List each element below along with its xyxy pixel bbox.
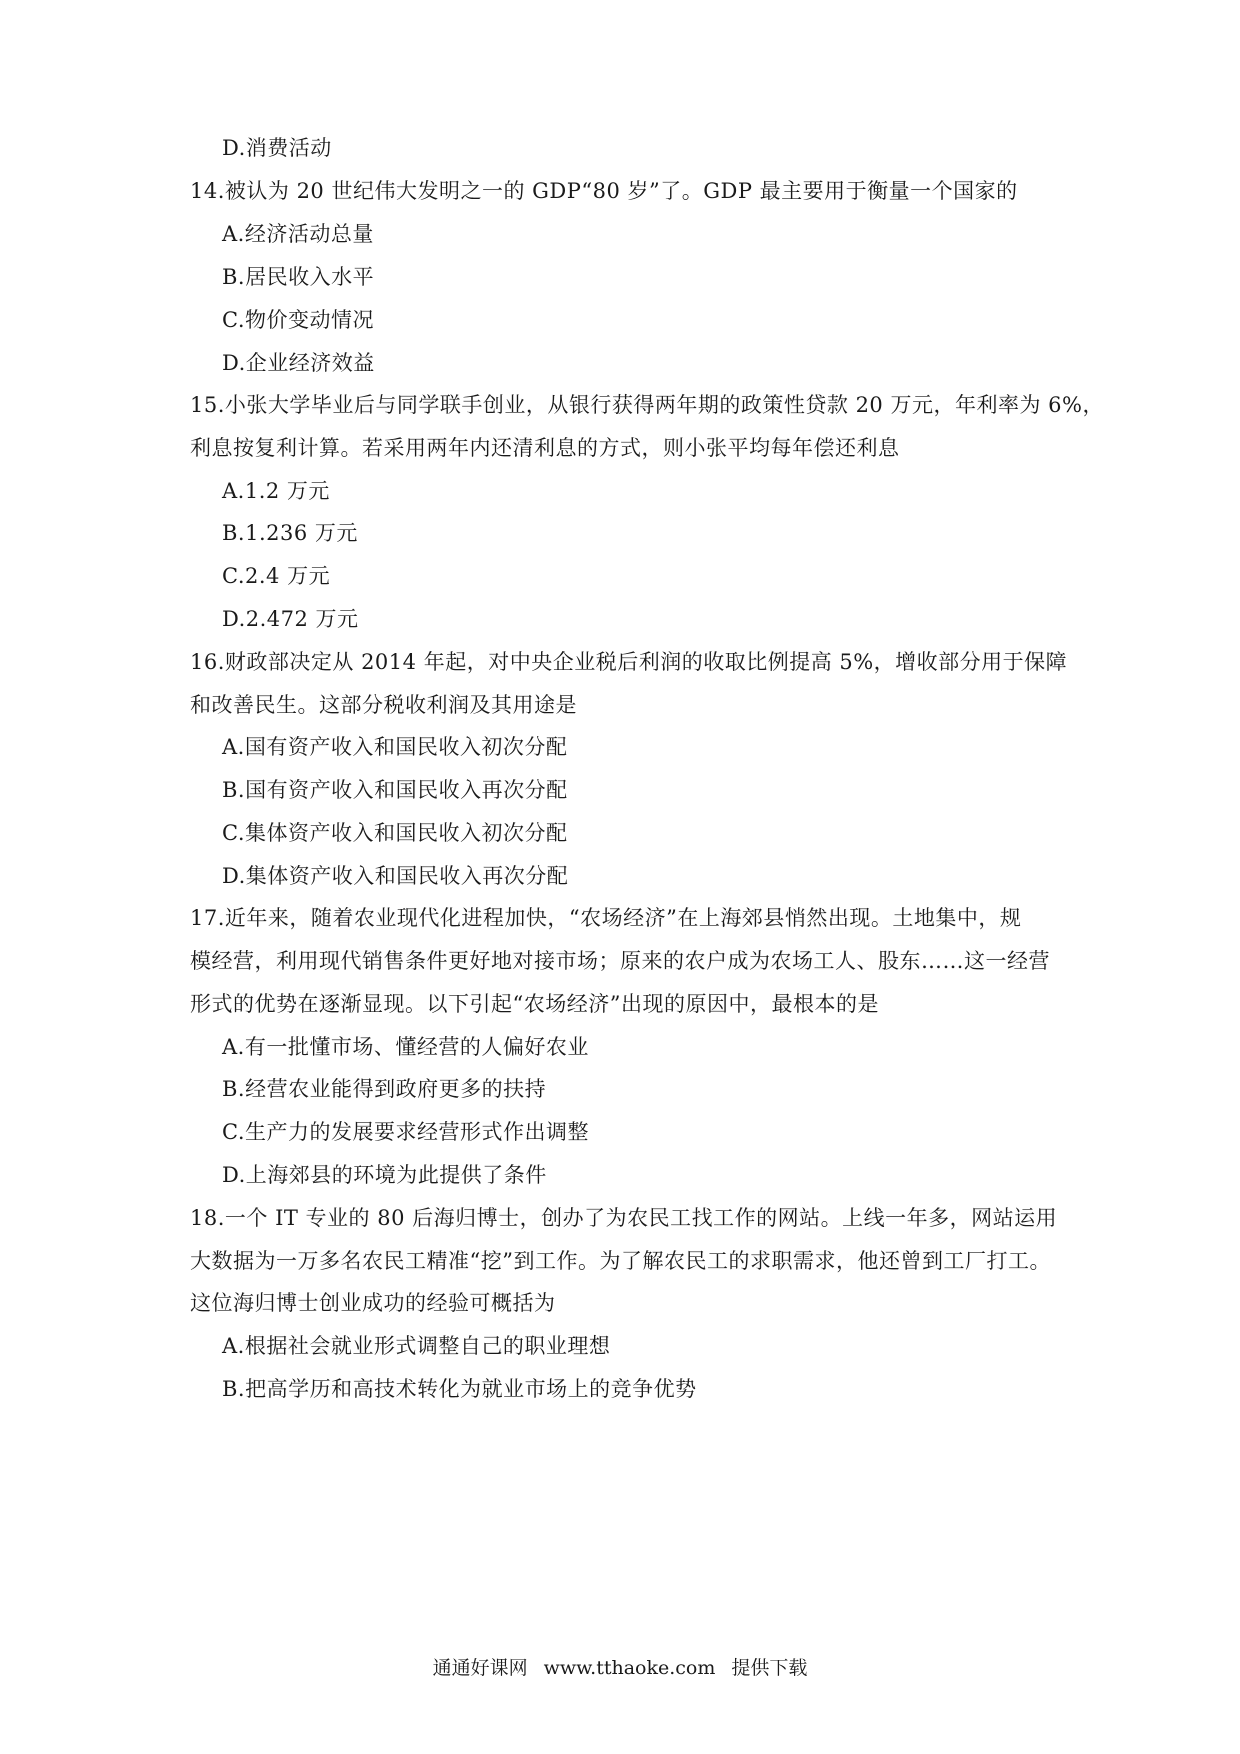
option-17-c: C.生产力的发展要求经营形式作出调整 xyxy=(222,1120,589,1144)
option-16-a: A.国有资产收入和国民收入初次分配 xyxy=(222,735,568,759)
question-18-continued-1: 大数据为一万多名农民工精准“挖”到工作。为了解农民工的求职需求，他还曾到工厂打工。 xyxy=(190,1249,1051,1273)
option-17-b: B.经营农业能得到政府更多的扶持 xyxy=(222,1077,547,1101)
option-15-b: B.1.236 万元 xyxy=(222,521,358,545)
question-17: 17.近年来，随着农业现代化进程加快，“农场经济”在上海郊县悄然出现。土地集中，规 xyxy=(190,906,1022,930)
question-18-continued-2: 这位海归博士创业成功的经验可概括为 xyxy=(190,1291,556,1315)
option-14-c: C.物价变动情况 xyxy=(222,308,374,332)
option-16-b: B.国有资产收入和国民收入再次分配 xyxy=(222,778,568,802)
option-18-b: B.把高学历和高技术转化为就业市场上的竞争优势 xyxy=(222,1377,697,1401)
question-17-continued-1: 模经营，利用现代销售条件更好地对接市场；原来的农户成为农场工人、股东……这一经营 xyxy=(190,949,1050,973)
option-18-a: A.根据社会就业形式调整自己的职业理想 xyxy=(222,1334,611,1358)
option-14-d: D.企业经济效益 xyxy=(222,351,375,375)
option-13-d: D.消费活动 xyxy=(222,136,332,160)
question-18: 18.一个 IT 专业的 80 后海归博士，创办了为农民工找工作的网站。上线一年多，网站运用 xyxy=(190,1206,1058,1230)
option-14-b: B.居民收入水平 xyxy=(222,265,375,289)
option-15-a: A.1.2 万元 xyxy=(222,479,330,503)
question-17-continued-2: 形式的优势在逐渐显现。以下引起“农场经济”出现的原因中，最根本的是 xyxy=(190,992,879,1016)
footer-url-link[interactable]: www.tthaoke.com xyxy=(543,1657,716,1679)
question-15-continued: 利息按复利计算。若采用两年内还清利息的方式，则小张平均每年偿还利息 xyxy=(190,436,900,460)
option-15-c: C.2.4 万元 xyxy=(222,564,331,588)
option-17-d: D.上海郊县的环境为此提供了条件 xyxy=(222,1163,547,1187)
footer-site-name: 通通好课网 xyxy=(432,1657,528,1679)
question-14: 14.被认为 20 世纪伟大发明之一的 GDP“80 岁”了。GDP 最主要用于衡量一个国家的 xyxy=(190,179,1018,203)
question-16: 16.财政部决定从 2014 年起，对中央企业税后利润的收取比例提高 5%，增收部分用于保障 xyxy=(190,650,1068,674)
option-15-d: D.2.472 万元 xyxy=(222,607,359,631)
option-14-a: A.经济活动总量 xyxy=(222,222,374,246)
question-15: 15.小张大学毕业后与同学联手创业，从银行获得两年期的政策性贷款 20 万元，年利率为 6%， xyxy=(190,393,1104,417)
footer-note: 提供下载 xyxy=(731,1657,808,1679)
question-16-continued: 和改善民生。这部分税收利润及其用途是 xyxy=(190,693,577,717)
page-footer xyxy=(0,1654,1240,1682)
option-16-c: C.集体资产收入和国民收入初次分配 xyxy=(222,821,568,845)
option-17-a: A.有一批懂市场、懂经营的人偏好农业 xyxy=(222,1035,589,1059)
option-16-d: D.集体资产收入和国民收入再次分配 xyxy=(222,864,569,888)
